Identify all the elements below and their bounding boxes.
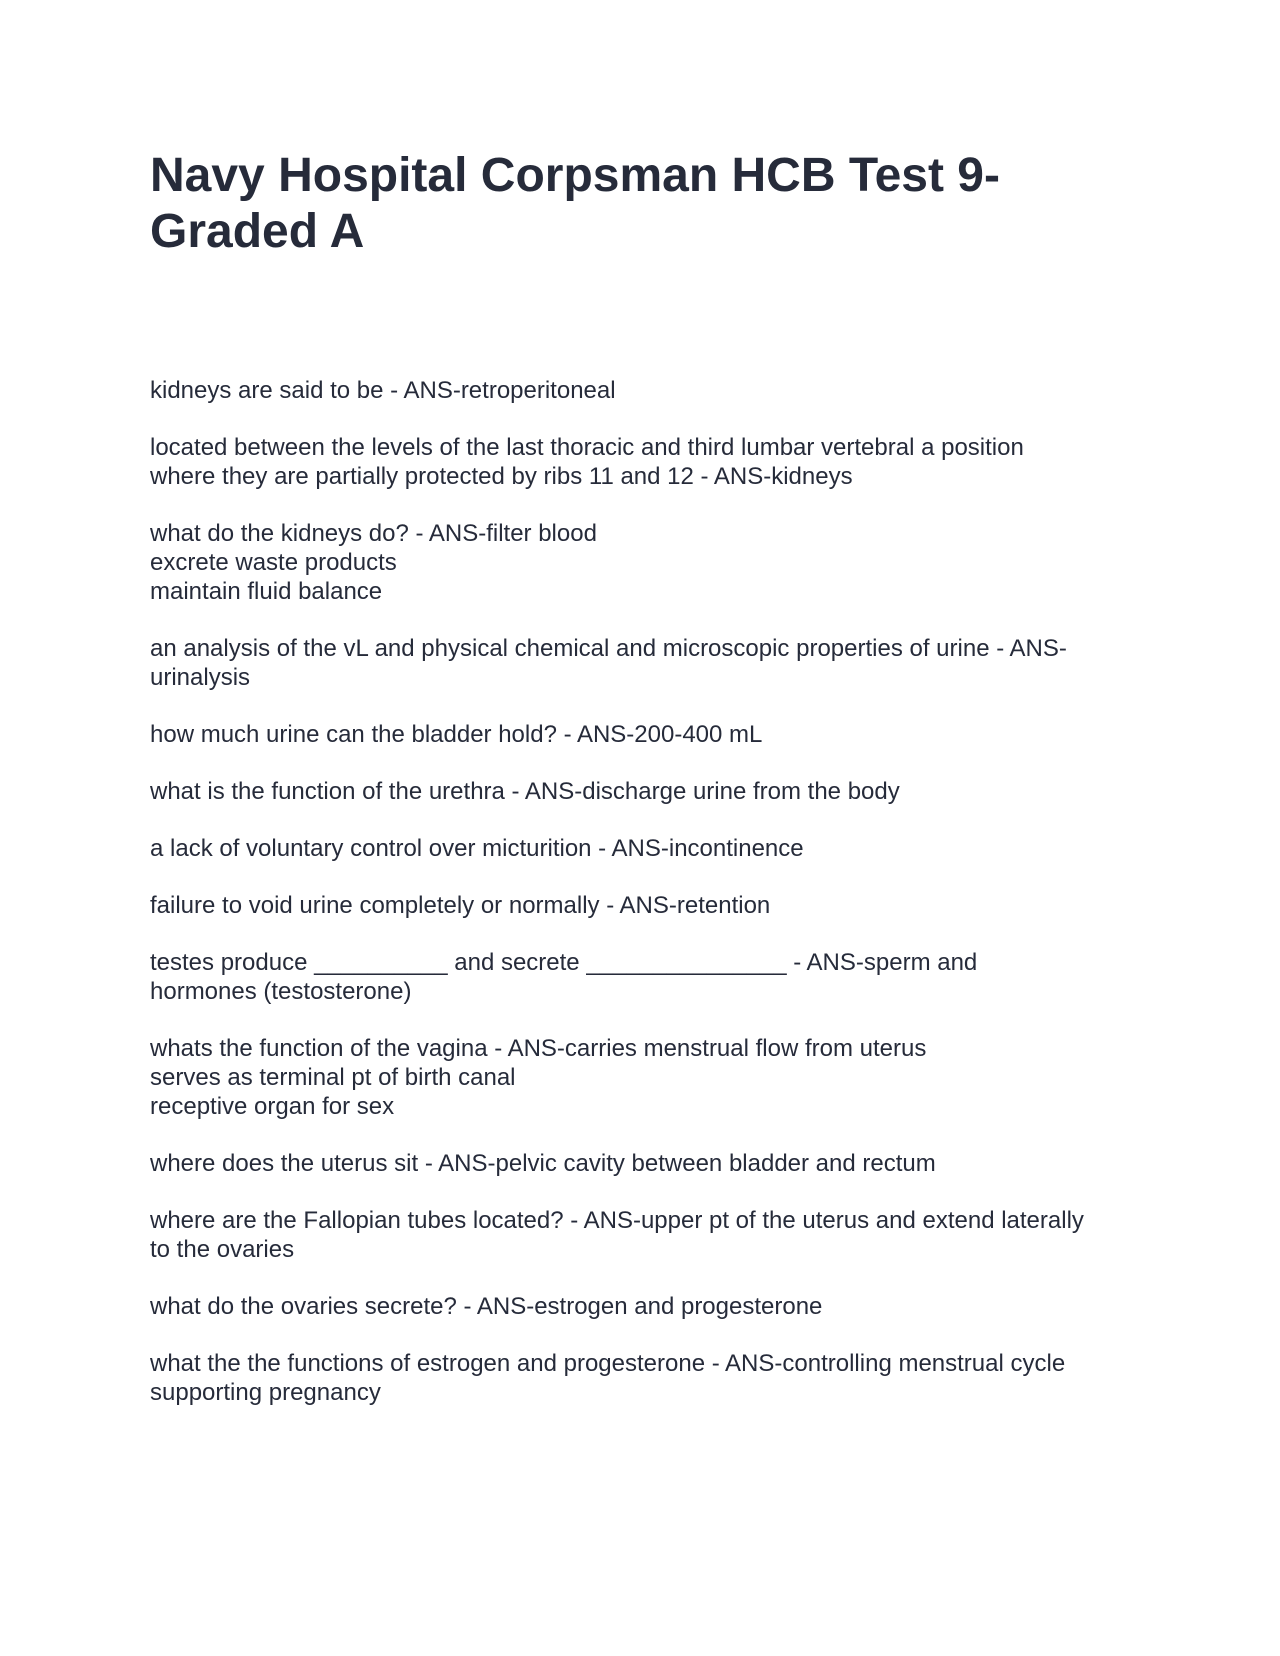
qa-item: kidneys are said to be - ANS-retroperitoneal — [150, 377, 616, 404]
qa-item: where does the uterus sit - ANS-pelvic cavity between bladder and rectum — [150, 1150, 936, 1177]
qa-list — [150, 376, 1140, 1407]
qa-item: what do the kidneys do? - ANS-filter blood excrete waste products maintain fluid balance — [150, 520, 597, 605]
qa-item: where are the Fallopian tubes located? - ANS-upper pt of the uterus and extend laterally to the ovaries — [150, 1207, 1084, 1263]
qa-item: what the the functions of estrogen and progesterone - ANS-controlling menstrual cycle supporting pregnancy — [150, 1350, 1066, 1406]
qa-item: how much urine can the bladder hold? - ANS-200-400 mL — [150, 721, 763, 748]
qa-item: located between the levels of the last thoracic and third lumbar vertebral a position where they are partially protected by ribs 11 and 12 - ANS-kidneys — [150, 434, 1024, 490]
qa-item: whats the function of the vagina - ANS-carries menstrual flow from uterus serves as terminal pt of birth canal receptive organ for sex — [150, 1035, 927, 1120]
qa-item: testes produce __________ and secrete _______________ - ANS-sperm and hormones (testosterone) — [150, 949, 978, 1005]
qa-item: failure to void urine completely or normally - ANS-retention — [150, 892, 771, 919]
document-page — [150, 148, 1140, 1435]
qa-item: an analysis of the vL and physical chemical and microscopic properties of urine - ANS- urinalysis — [150, 635, 1067, 691]
qa-item: what do the ovaries secrete? - ANS-estrogen and progesterone — [150, 1293, 823, 1320]
qa-item: a lack of voluntary control over micturition - ANS-incontinence — [150, 835, 804, 862]
qa-item: what is the function of the urethra - ANS-discharge urine from the body — [150, 778, 900, 805]
document-title: Navy Hospital Corpsman HCB Test 9- Graded A — [150, 149, 1000, 258]
